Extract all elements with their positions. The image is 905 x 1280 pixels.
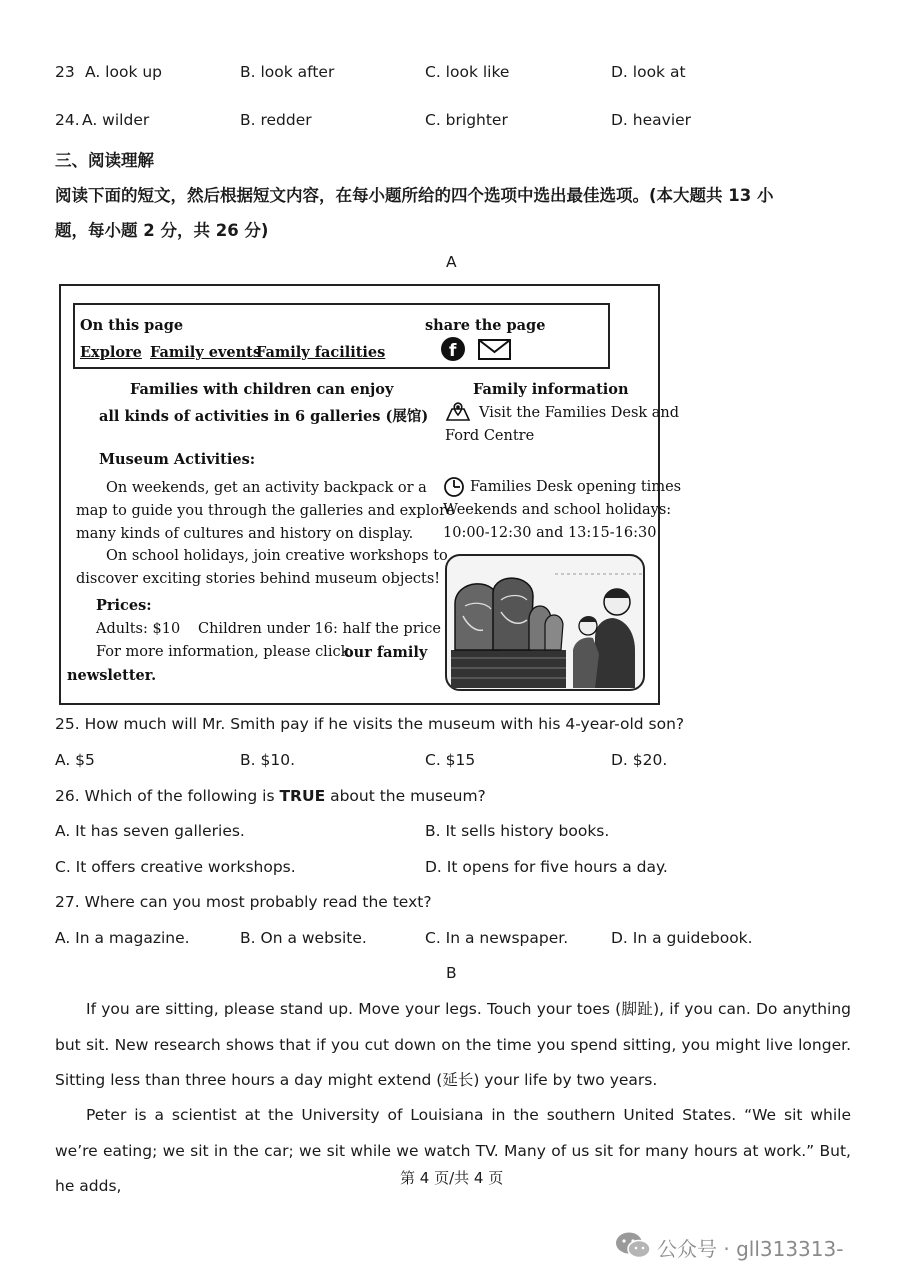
section-instruction-line1: 阅读下面的短文，然后根据短文内容，在每小题所给的四个选项中选出最佳选项。(本大题共 13 小 bbox=[55, 186, 774, 205]
activities-line1: On weekends, get an activity backpack or a bbox=[106, 480, 427, 496]
q26-option-a: A. It has seven galleries. bbox=[55, 822, 245, 840]
museum-webpage-image bbox=[59, 284, 682, 705]
opening-title: Families Desk opening times bbox=[470, 479, 682, 495]
q23-option-b: B. look after bbox=[240, 63, 335, 81]
q24-option-c: C. brighter bbox=[425, 111, 508, 129]
page-footer: 第 4 页/共 4 页 bbox=[400, 1169, 504, 1187]
q27-option-a: A. In a magazine. bbox=[55, 929, 190, 947]
opening-line2: 10:00-12:30 and 13:15-16:30 bbox=[443, 525, 657, 541]
email-icon[interactable] bbox=[477, 338, 513, 362]
svg-text:f: f bbox=[449, 341, 457, 361]
q24-option-a: A. wilder bbox=[82, 111, 150, 129]
nav-link-family-events[interactable]: Family events bbox=[150, 344, 262, 361]
headline-line1: Families with children can enjoy bbox=[130, 381, 394, 398]
q27-option-b: B. On a website. bbox=[240, 929, 367, 947]
q23-number: 23 bbox=[55, 63, 75, 81]
passage-b-paragraph-1: If you are sitting, please stand up. Move your legs. Touch your toes (脚趾), if you can. Do anything but sit. New research shows that if you cut down on the time you spend sitting, you might live longer. Sitting less than three hours a day might extend (延长) your life by two years. bbox=[55, 1000, 851, 1089]
q23-option-c: C. look like bbox=[425, 63, 510, 81]
q24-option-b: B. redder bbox=[240, 111, 312, 129]
clock-icon bbox=[443, 476, 465, 498]
q24-number: 24. bbox=[55, 111, 80, 129]
activities-title: Museum Activities: bbox=[99, 451, 256, 468]
newsletter-link[interactable]: our family bbox=[344, 644, 428, 661]
price-children: Children under 16: half the price bbox=[198, 621, 441, 637]
prices-title: Prices: bbox=[96, 597, 152, 614]
activities-line2: map to guide you through the galleries and explore bbox=[76, 503, 455, 519]
q27-stem: 27. Where can you most probably read the text? bbox=[55, 893, 432, 911]
section-title: 三、阅读理解 bbox=[55, 151, 154, 170]
nav-link-family-facilities[interactable]: Family facilities bbox=[256, 344, 386, 361]
passage-b-label: B bbox=[446, 964, 457, 982]
q23-option-d: D. look at bbox=[611, 63, 686, 81]
share-page-label: share the page bbox=[425, 317, 546, 334]
headline-line2: all kinds of activities in 6 galleries (展馆) bbox=[99, 408, 429, 425]
watermark-text: 公众号 · gll313313- bbox=[657, 1237, 844, 1261]
facebook-icon[interactable] bbox=[438, 336, 472, 362]
q26-option-c: C. It offers creative workshops. bbox=[55, 858, 296, 876]
q25-stem: 25. How much will Mr. Smith pay if he visits the museum with his 4-year-old son? bbox=[55, 715, 685, 733]
passage-a-label: A bbox=[446, 253, 457, 271]
q26-stem-start: 26. Which of the following is bbox=[55, 787, 280, 805]
q25-option-c: C. $15 bbox=[425, 751, 476, 769]
more-info-text: For more information, please click bbox=[96, 644, 350, 660]
q25-option-b: B. $10. bbox=[240, 751, 295, 769]
q27-option-d: D. In a guidebook. bbox=[611, 929, 753, 947]
opening-line1: Weekends and school holidays: bbox=[443, 502, 672, 518]
q25-option-a: A. $5 bbox=[55, 751, 95, 769]
visit-line2: Ford Centre bbox=[445, 428, 535, 444]
wechat-icon bbox=[614, 1230, 652, 1260]
q26-option-d: D. It opens for five hours a day. bbox=[425, 858, 668, 876]
map-location-icon bbox=[445, 400, 471, 422]
q24-option-d: D. heavier bbox=[611, 111, 692, 129]
section-instruction-line2: 题，每小题 2 分，共 26 分) bbox=[55, 221, 269, 240]
q26-stem-emphasis: TRUE bbox=[279, 787, 326, 805]
activities-line5: discover exciting stories behind museum objects! bbox=[76, 571, 441, 587]
q27-option-c: C. In a newspaper. bbox=[425, 929, 569, 947]
museum-family-illustration bbox=[445, 554, 645, 691]
q26-stem-end: about the museum? bbox=[325, 787, 486, 805]
nav-link-explore[interactable]: Explore bbox=[80, 344, 142, 361]
newsletter-link-end[interactable]: newsletter. bbox=[67, 667, 157, 684]
on-this-page-label: On this page bbox=[80, 317, 184, 334]
activities-line3: many kinds of cultures and history on display. bbox=[76, 526, 414, 542]
q26-option-b: B. It sells history books. bbox=[425, 822, 610, 840]
visit-line1: Visit the Families Desk and bbox=[479, 405, 680, 421]
price-adults: Adults: $10 bbox=[96, 621, 181, 637]
activities-line4: On school holidays, join creative workshops to bbox=[106, 548, 448, 564]
family-info-title: Family information bbox=[473, 381, 629, 398]
q26-stem bbox=[55, 787, 486, 805]
passage-b-paragraph-2: Peter is a scientist at the University of Louisiana in the southern United States. “We sit while we’re eating; we sit in the car; we sit while we watch TV. Many of us sit for many hours at work.” But, he adds, bbox=[55, 1106, 851, 1195]
q25-option-d: D. $20. bbox=[611, 751, 668, 769]
q23-option-a: A. look up bbox=[85, 63, 163, 81]
